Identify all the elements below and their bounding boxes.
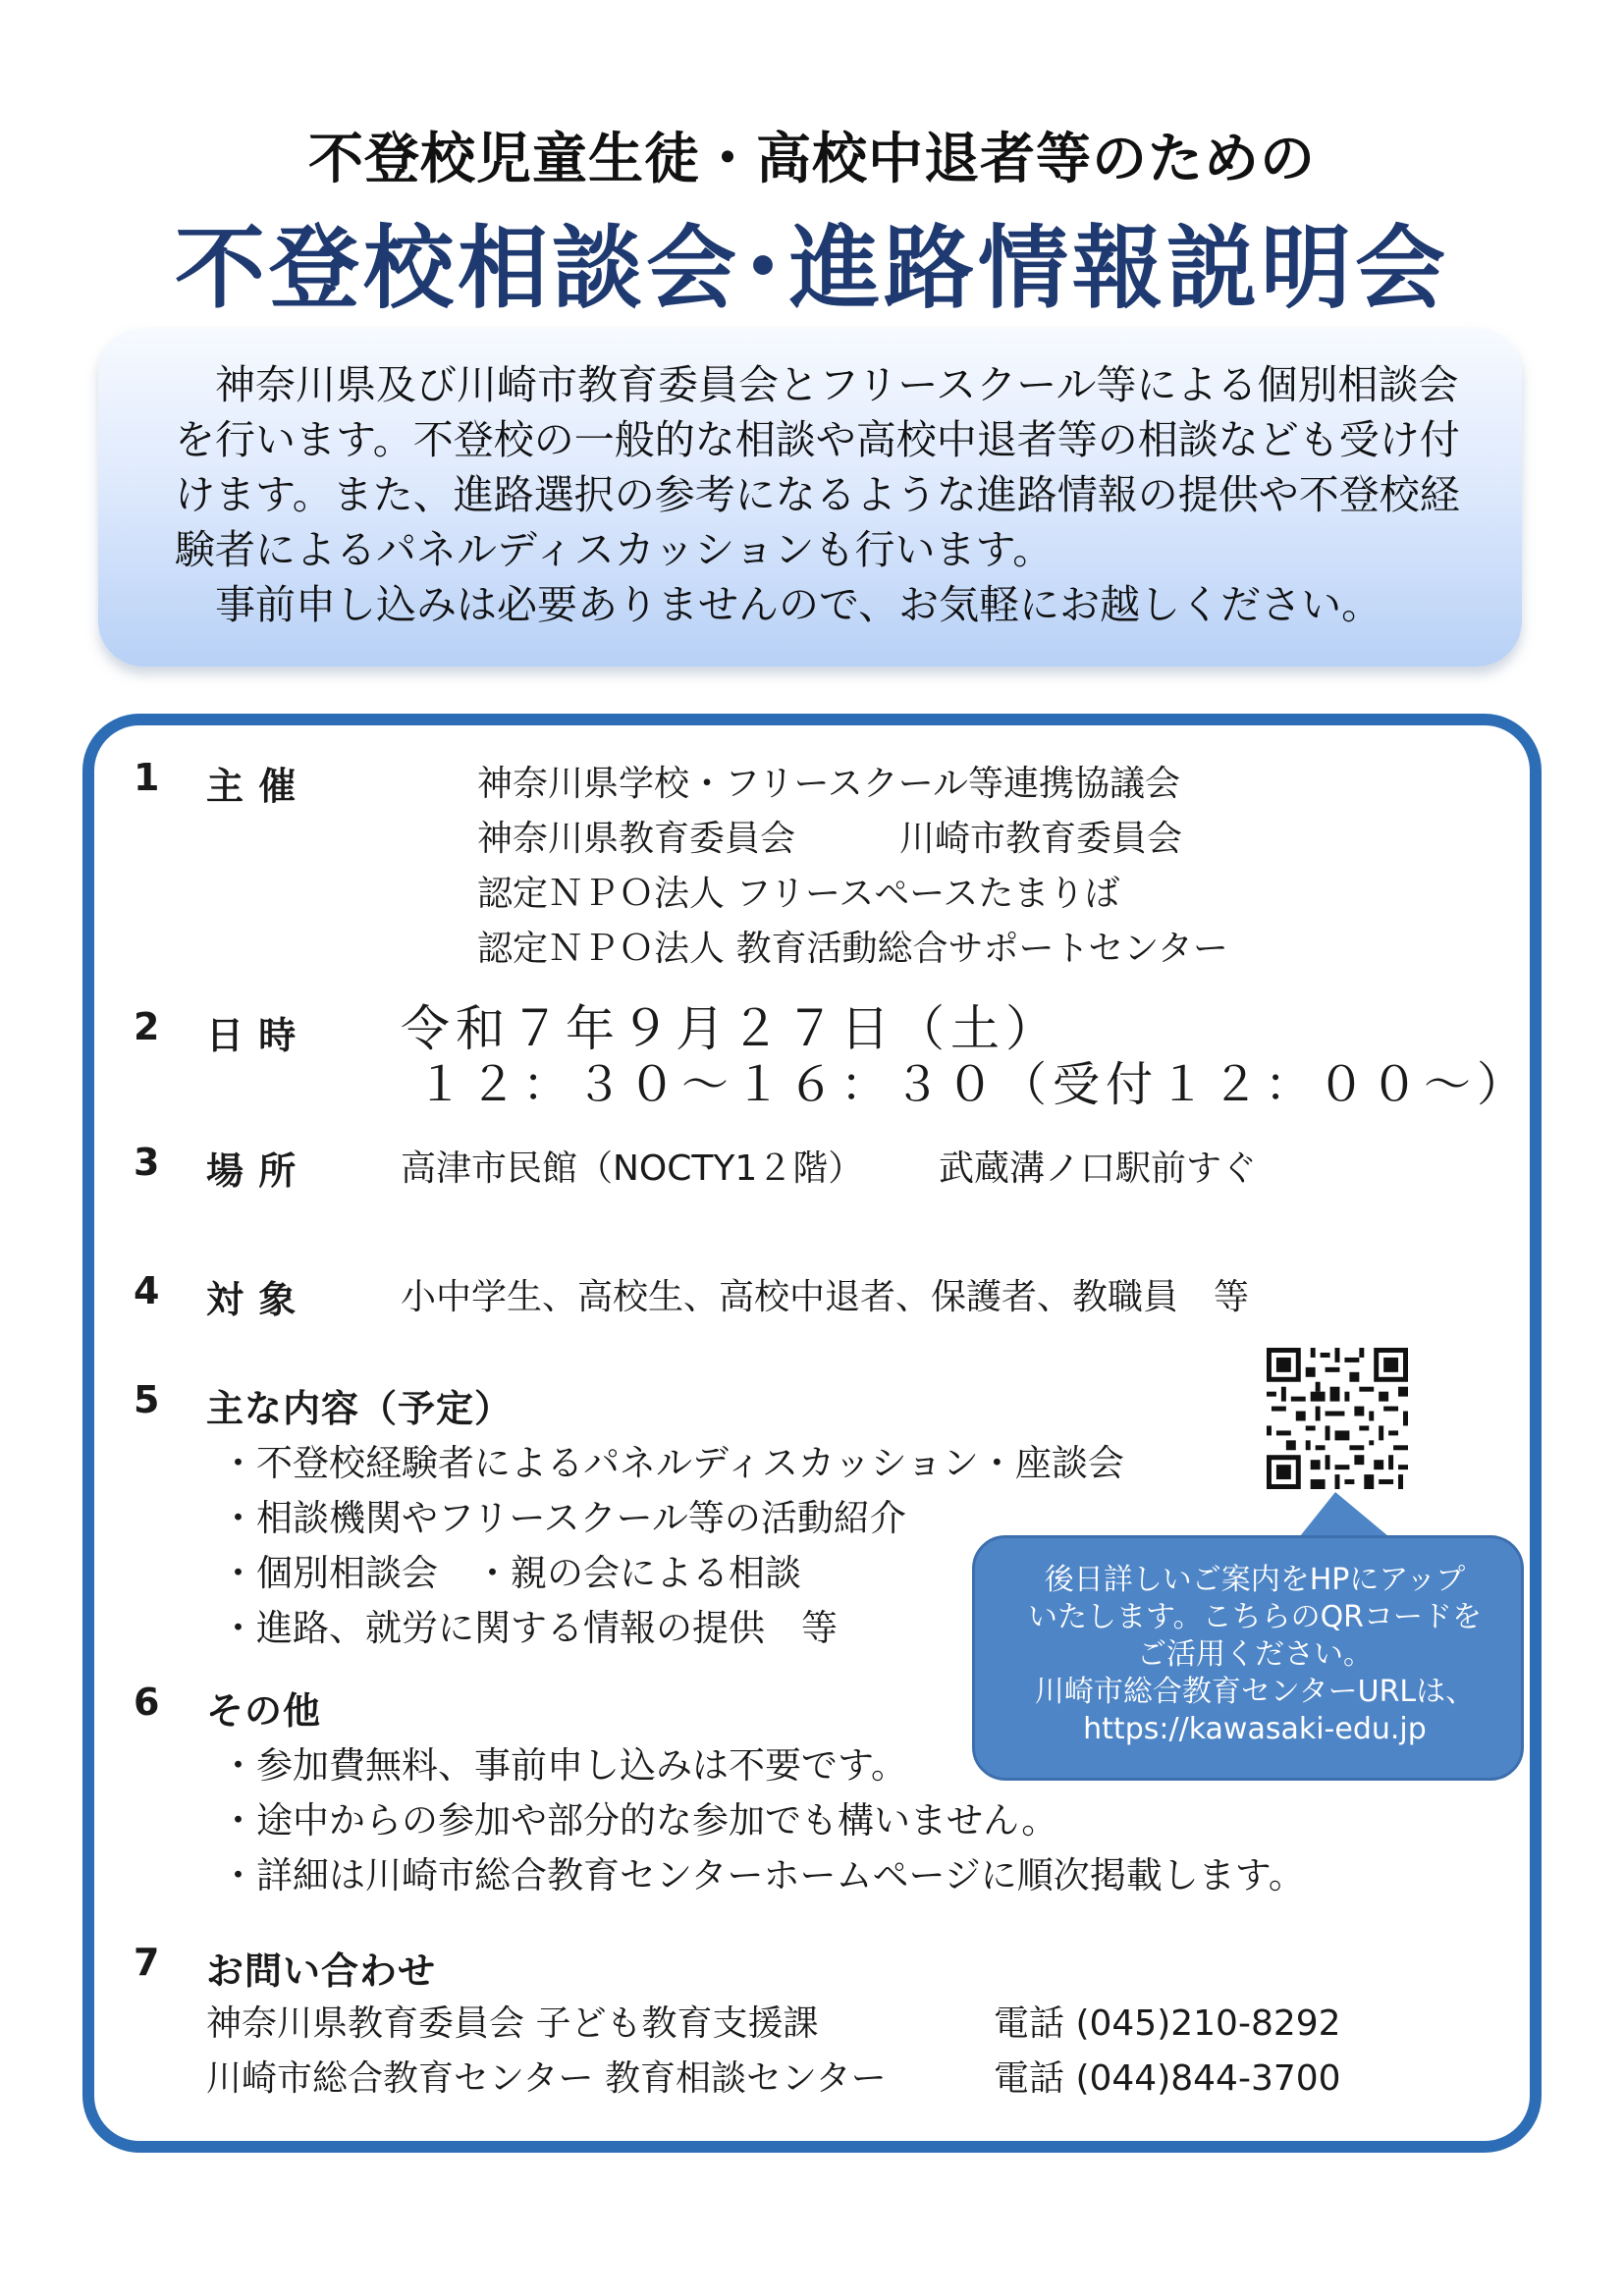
content-item: ・進路、就労に関する情報の提供 等 — [220, 1607, 838, 1649]
intro-text — [175, 357, 1481, 632]
intro-box — [98, 328, 1522, 667]
intro-paragraph-2: 事前申し込みは必要ありませんので、お気軽にお越しください。 — [215, 581, 1382, 628]
content-item: ・相談機関やフリースクール等の活動紹介 — [220, 1497, 906, 1539]
target-audience: 小中学生、高校生、高校中退者、保護者、教職員 等 — [401, 1277, 1250, 1317]
section-2-label: 日 時 — [206, 1014, 298, 1057]
organizer-line: 神奈川県学校・フリースクール等連携協議会 — [477, 764, 1181, 804]
content-item: ・不登校経験者によるパネルディスカッション・座談会 — [220, 1442, 1124, 1484]
section-5-label: 主な内容（予定） — [206, 1387, 514, 1430]
contact-phone: 電話 (045)210-8292 — [994, 2003, 1341, 2044]
section-7-label: お問い合わせ — [206, 1949, 437, 1993]
section-2-number: 2 — [134, 1005, 160, 1048]
section-1-number: 1 — [134, 756, 160, 799]
venue-name: 高津市民館（NOCTY1２階） — [401, 1148, 864, 1189]
event-date: 令和７年９月２７日（土） — [401, 1000, 1060, 1057]
section-5-number: 5 — [134, 1378, 160, 1421]
contact-phone: 電話 (044)844-3700 — [994, 2058, 1341, 2099]
callout-line: ご活用ください。 — [1137, 1637, 1373, 1672]
intro-paragraph-1: 神奈川県及び川崎市教育委員会とフリースクール等による個別相談会を行います。不登校の一般的な相談や高校中退者等の相談なども受け付けます。また、進路選択の参考になるような進路情報の提供や不登校経験者によるパネルディスカッションも行います。 — [175, 361, 1460, 573]
contact-org: 神奈川県教育委員会 子ども教育支援課 — [206, 2003, 819, 2044]
section-3-label: 場 所 — [206, 1149, 298, 1193]
venue-access: 武蔵溝ノ口駅前すぐ — [939, 1148, 1258, 1189]
contact-org: 川崎市総合教育センター 教育相談センター — [206, 2058, 887, 2099]
qr-callout — [972, 1535, 1524, 1781]
organizer-line: 認定ＮＰＯ法人 教育活動総合サポートセンター — [477, 929, 1228, 969]
organizer-line: 神奈川県教育委員会 — [477, 819, 796, 859]
section-4-label: 対 象 — [206, 1278, 298, 1321]
other-item: ・参加費無料、事前申し込みは不要です。 — [220, 1744, 908, 1787]
callout-line: 後日詳しいご案内をHPにアップ — [1044, 1563, 1466, 1597]
page-subtitle: 不登校児童生徒・高校中退者等のための — [308, 128, 1316, 191]
organizer-line: 川崎市教育委員会 — [899, 819, 1183, 859]
website-link[interactable]: https://kawasaki-edu.jp — [1083, 1712, 1427, 1746]
callout-line: いたします。こちらのQRコードを — [1027, 1600, 1483, 1634]
content-item: ・個別相談会 ・親の会による相談 — [220, 1552, 801, 1594]
callout-tail — [1296, 1492, 1394, 1541]
section-1-label: 主 催 — [206, 765, 298, 808]
event-time: １２：３０～１６：３０（受付１２：００～） — [416, 1057, 1531, 1112]
page-title: 不登校相談会･進路情報説明会 — [174, 216, 1449, 321]
section-7-number: 7 — [134, 1941, 160, 1984]
other-item: ・途中からの参加や部分的な参加でも構いません。 — [220, 1799, 1058, 1842]
other-item: ・詳細は川崎市総合教育センターホームページに順次掲載します。 — [220, 1854, 1305, 1896]
section-6-label: その他 — [206, 1689, 322, 1733]
callout-line: 川崎市総合教育センターURLは、 — [1034, 1675, 1476, 1709]
qr-code-icon[interactable] — [1267, 1348, 1408, 1489]
section-3-number: 3 — [134, 1141, 160, 1184]
section-4-number: 4 — [134, 1269, 160, 1312]
organizer-line: 認定ＮＰＯ法人 フリースペースたまりば — [477, 874, 1120, 914]
section-6-number: 6 — [134, 1681, 160, 1724]
